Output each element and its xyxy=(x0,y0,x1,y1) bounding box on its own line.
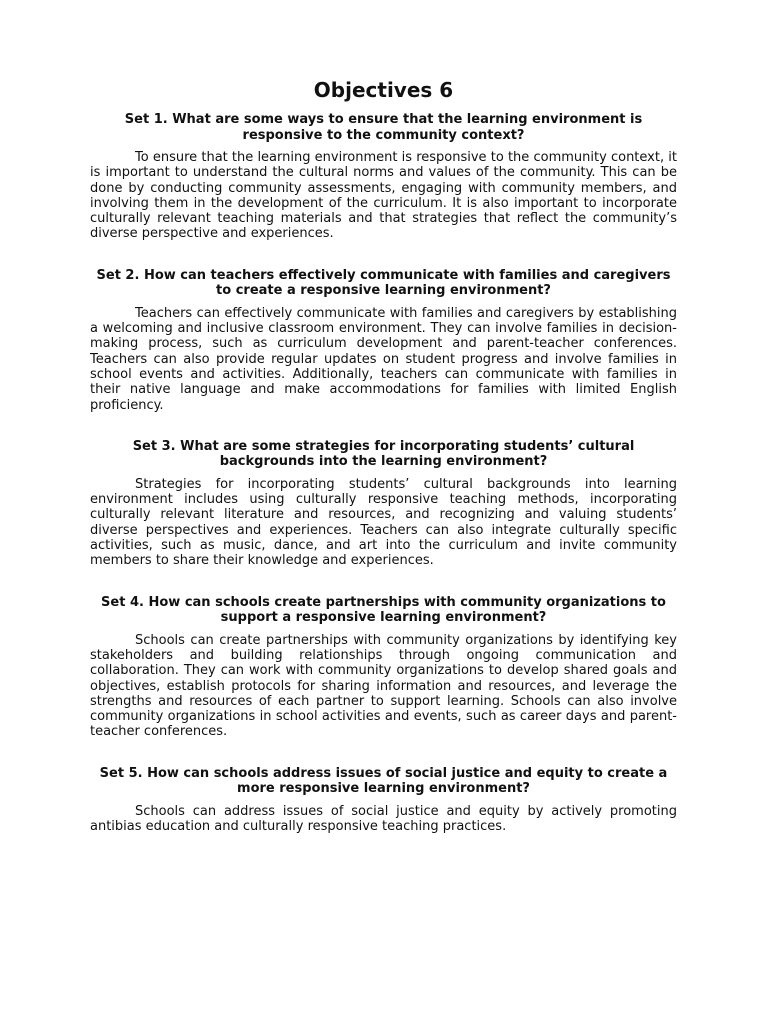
answer-set-5: Schools can address issues of social justice and equity by actively promoting antibias education and culturally responsive teaching practices. xyxy=(90,803,677,835)
question-set-3: Set 3. What are some strategies for incorporating students’ cultural backgrounds into the learning environment? xyxy=(132,438,635,470)
section-set-1 xyxy=(90,112,677,242)
question-set-1: Set 1. What are some ways to ensure that the learning environment is responsive to the community context? xyxy=(124,112,643,143)
question-set-4: Set 4. How can schools create partnerships with community organizations to support a responsive learning environment? xyxy=(101,594,666,626)
answer-set-4: Schools can create partnerships with community organizations by identifying key stakeholders and building relationships through ongoing communication and collaboration. They can work with community organizations to develop shared goals and objectives, establish protocols for sharing information and resources, and leverage the strengths and resources of each partner to support learning. Schools can also involve community organizations in school activities and events, such as career days and parent-teacher conferences. xyxy=(90,632,677,740)
page-title: Objectives 6 xyxy=(313,78,454,102)
answer-set-3: Strategies for incorporating students’ cultural backgrounds into learning environment includes using culturally responsive teaching methods, incorporating culturally relevant literature and resources, and recognizing and valuing students’ diverse perspectives and experiences. Teachers can also integrate culturally specific activities, such as music, dance, and art into the curriculum and invite community members to share their knowledge and experiences. xyxy=(90,476,677,569)
answer-set-2: Teachers can effectively communicate with families and caregivers by establishing a welcoming and inclusive classroom environment. They can involve families in decision-making process, such as curriculum development and parent-teacher conferences. Teachers can also provide regular updates on student progress and involve families in school events and activities. Additionally, teachers can communicate with families in their native language and make accommodations for families with limited English proficiency. xyxy=(90,305,677,413)
section-set-2 xyxy=(90,268,677,413)
answer-set-1: To ensure that the learning environment is responsive to the community context, it is important to understand the cultural norms and values of the community. This can be done by conducting community assessments, engaging with community members, and involving them in the development of the curriculum. It is also important to incorporate culturally relevant teaching materials and that strategies that reflect the community’s diverse perspective and experiences. xyxy=(90,150,677,242)
question-set-5: Set 5. How can schools address issues of social justice and equity to create a more responsive learning environment? xyxy=(99,765,668,797)
section-set-4 xyxy=(90,595,677,740)
document-page xyxy=(90,76,677,860)
question-set-2: Set 2. How can teachers effectively communicate with families and caregivers to create a responsive learning environment? xyxy=(96,267,671,299)
section-set-5 xyxy=(90,766,677,835)
section-set-3 xyxy=(90,439,677,569)
